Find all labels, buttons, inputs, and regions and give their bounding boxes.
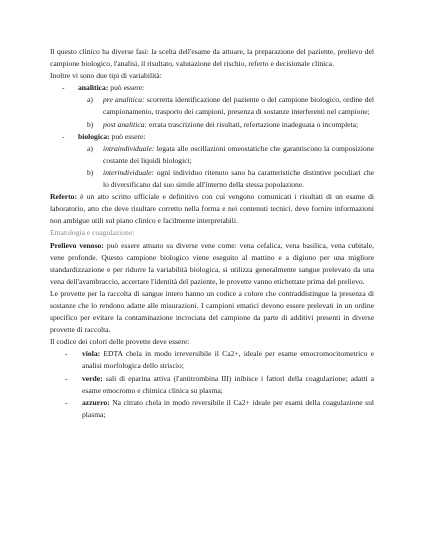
sublist-text: ogni individuo ritenuto sano ha caratteristiche distintive peculiari che lo diversificano dal suo simile all'interno della stessa popolazione. xyxy=(103,167,374,190)
sublist-marker: a) xyxy=(87,95,93,105)
color-code-list xyxy=(50,348,374,421)
color-term: verde: xyxy=(82,373,103,383)
color-term: azzurro: xyxy=(82,397,110,407)
referto-text: è un atto scritto ufficiale e definitivo con cui vengono comunicati i risultati di un esame di laboratorio, atto che deve risultare corretto nella forma e nei contenuti tecnici, deve fornire informazioni non ambigue utili sul piano clinico e facilmente interpretabili. xyxy=(50,192,374,226)
color-item-azzurro xyxy=(50,397,374,421)
prelievo-label: Prelievo venoso: xyxy=(50,240,104,250)
sublist-item xyxy=(50,167,374,191)
variability-item-biologica xyxy=(50,131,374,143)
referto-paragraph xyxy=(50,191,374,227)
document-body xyxy=(50,46,374,421)
sublist-item xyxy=(50,119,374,131)
color-text: EDTA chela in modo irreversibile il Ca2+, ideale per esame emocromocitometrico e analisi morfologica dello striscio; xyxy=(82,349,374,371)
sublist-text: legata alle oscillazioni omeostatiche che garantiscono la composizione costante dei liquidi biologici; xyxy=(103,143,374,165)
variability-term: biologica: xyxy=(78,131,110,141)
color-text: Na citrato chela in modo reversibile il Ca2+ ideale per esami della coagulazione sul plasma; xyxy=(82,397,374,419)
color-text: sali di eparina attiva (l'antitrombina III) inibisce i fattori della coagulazione; adatti a esame emocromo e chimica clinica su plasma; xyxy=(82,373,374,395)
variability-term: analitica: xyxy=(78,83,109,93)
color-term: viola: xyxy=(82,349,101,359)
variability-intro-text: può essere: xyxy=(108,83,145,93)
sublist-item xyxy=(50,94,374,118)
color-item-verde xyxy=(50,373,374,397)
sublist-text: errata trascrizione dei risultati, refertazione inadeguata o incompleta; xyxy=(147,119,359,129)
variability-item-analitica xyxy=(50,82,374,94)
prelievo-paragraph xyxy=(50,240,374,288)
variability-intro-text: può essere: xyxy=(109,131,146,141)
prelievo-text: può essere attuato su diverse vene come: vena cefalica, vena basilica, vena cubitale, vene profonde. Questo campione biologico viene eseguito al mattino e a digiuno per una migliore standardizzazione e per ridurre la variabilità biologica, si utilizza generalmente sangue prelevato da una vena dell'avambraccio, accertare l'identità del paziente, le provette vanno etichettate prima del prelievo. xyxy=(50,240,374,286)
intro-paragraph: Il questo clinico ha diverse fasi: la scelta dell'esame da attuare, la preparazione del paziente, prelievo del campione biologico, l'analisi, il risultato, valutazione del rischio, referto e decisionale clinica. xyxy=(50,47,374,69)
variability-intro: Inoltre vi sono due tipi di variabilità: xyxy=(50,71,162,81)
sublist-text: scorretta identificazione del paziente o del campione biologico, ordine del campionamento, trasporto dei campioni, presenza di sostanze interferenti nel campione; xyxy=(103,95,374,117)
sublist-item xyxy=(50,143,374,167)
list-dash: - xyxy=(65,349,68,359)
sublist-term: intraindividuale: xyxy=(103,143,155,153)
sublist-marker: b) xyxy=(87,119,94,129)
codice-paragraph: Il codice dei colori delle provette deve essere: xyxy=(50,337,190,347)
sublist-marker: b) xyxy=(87,167,94,177)
variability-list xyxy=(50,82,374,94)
sublist-term: pre analitica: xyxy=(103,95,145,105)
biologica-sublist xyxy=(50,143,374,191)
list-dash: - xyxy=(62,131,65,141)
list-dash: - xyxy=(65,397,68,407)
referto-label: Referto: xyxy=(50,192,77,202)
color-item-viola xyxy=(50,348,374,372)
list-dash: - xyxy=(62,83,65,93)
sublist-term: interindividuale: xyxy=(103,167,155,177)
provette-paragraph: Le provette per la raccolta di sangue intero hanno un codice a colore che contraddistingue la presenza di sostanze che lo rendono adatte alle misurazioni. I campioni ematici devono essere prelevati in un ordine specifico per evitare la contaminazione incrociata del campione da parte di additivi presenti in diverse provette di raccolta. xyxy=(50,288,374,335)
analitica-sublist xyxy=(50,94,374,130)
sublist-term: post analitica: xyxy=(103,119,148,129)
sublist-marker: a) xyxy=(87,143,93,153)
variability-list xyxy=(50,131,374,143)
section-heading: Ematologia e coagulazione: xyxy=(50,228,135,238)
list-dash: - xyxy=(65,373,68,383)
